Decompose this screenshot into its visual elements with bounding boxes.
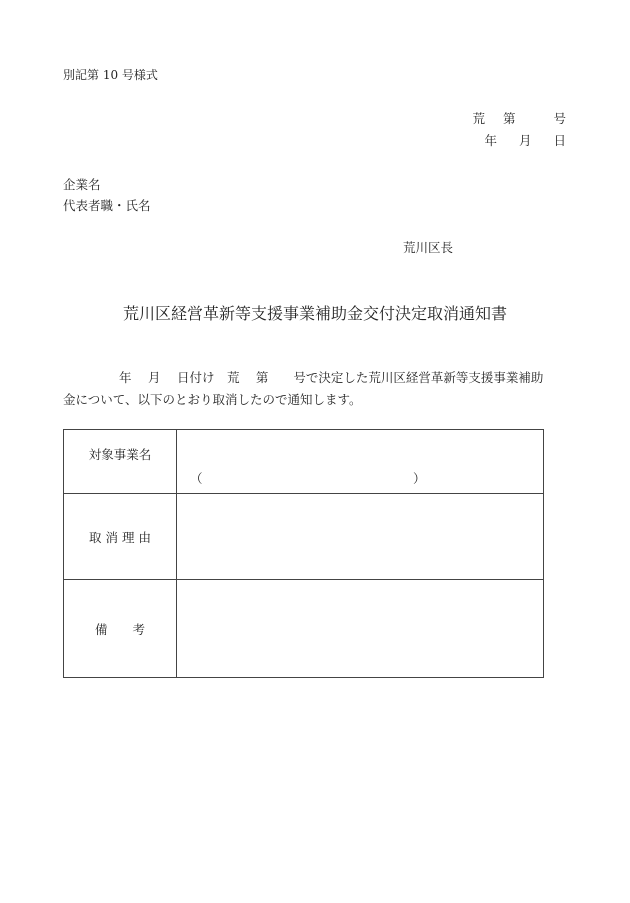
remarks-label: 備 考 <box>94 621 145 637</box>
document-number <box>472 109 566 127</box>
reason-value-cell <box>177 494 544 580</box>
paren-close: ） <box>413 471 426 486</box>
document-number-dai: 第 <box>502 111 516 126</box>
paren-open: （ <box>190 471 203 486</box>
remarks-row <box>64 580 544 678</box>
project-name-row <box>64 430 544 494</box>
project-name-label-cell <box>64 430 177 494</box>
date-day: 日 <box>553 133 566 148</box>
company-name-label: 企業名 <box>63 177 101 192</box>
representative-label: 代表者職・氏名 <box>63 198 151 213</box>
date-month: 月 <box>518 133 532 148</box>
date-year: 年 <box>484 133 497 148</box>
document-date <box>484 131 566 149</box>
reason-row <box>64 494 544 580</box>
details-table <box>63 429 544 678</box>
remarks-label-cell <box>64 580 177 678</box>
issuer: 荒川区長 <box>403 240 454 255</box>
remarks-value-cell <box>177 580 544 678</box>
document-number-go: 号 <box>553 111 566 126</box>
reason-label: 取 消 理 由 <box>89 529 151 545</box>
form-number: 別記第 10 号様式 <box>63 68 158 82</box>
project-name-value-cell <box>177 430 544 494</box>
body-text-line-2: 金について、以下のとおり取消したので通知します。 <box>63 392 362 407</box>
reason-label-cell <box>64 494 177 580</box>
body-text-line-1: 年 月 日付け 荒 第 号で決定した荒川区経営革新等支援事業補助 <box>119 370 544 385</box>
project-name-label: 対象事業名 <box>88 446 152 462</box>
document-number-prefix: 荒 <box>472 111 485 126</box>
document-title: 荒川区経営革新等支援事業補助金交付決定取消通知書 <box>122 304 507 323</box>
